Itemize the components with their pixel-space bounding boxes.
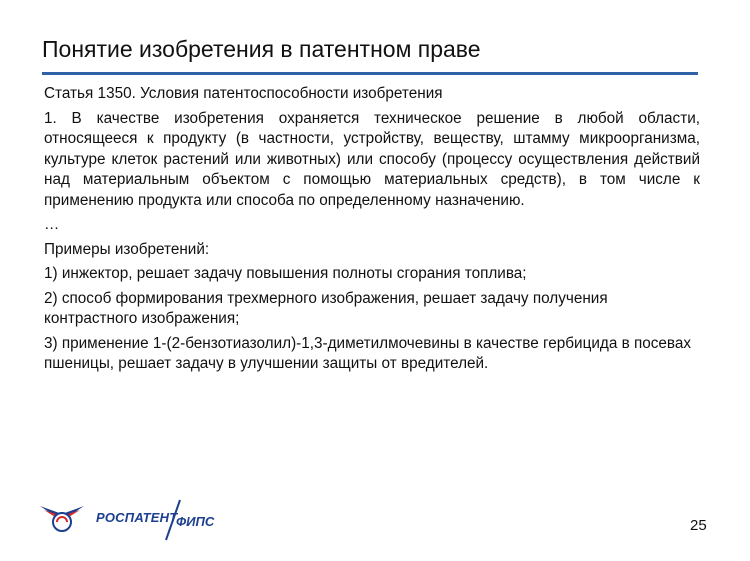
footer-logos [36, 496, 236, 544]
example-item: 1) инжектор, решает задачу повышения полноты сгорания топлива; [44, 265, 527, 282]
article-heading: Статья 1350. Условия патентоспособности изобретения [44, 85, 443, 102]
title-divider [42, 72, 698, 75]
example-item: 2) способ формирования трехмерного изображения, решает задачу получения контрастного изображения; [44, 289, 608, 327]
slide-title: Понятие изобретения в патентном праве [42, 36, 481, 62]
fips-logo-text: ФИПС [176, 514, 215, 529]
slide-body [44, 84, 700, 379]
example-item: 3) применение 1-(2-бензотиазолил)-1,3-диметилмочевины в качестве гербицида в посевах пшеницы, решает задачу в улучшении защиты от вредителей. [44, 334, 692, 372]
examples-heading: Примеры изобретений: [44, 240, 210, 258]
clause-1: 1. В качестве изобретения охраняется техническое решение в любой области, относящееся к продукту (в частности, устройству, веществу, штамму микроорганизма, культуре клеток растений или животных) или способу (процессу осуществления действий над материальным объектом с помощью материальных средств), в том числе к применению продукта или способа по определенному назначению. [44, 109, 700, 209]
rospatent-logo-text: РОСПАТЕНТ [96, 510, 178, 525]
page-number: 25 [690, 517, 707, 534]
ellipsis: … [44, 216, 60, 233]
